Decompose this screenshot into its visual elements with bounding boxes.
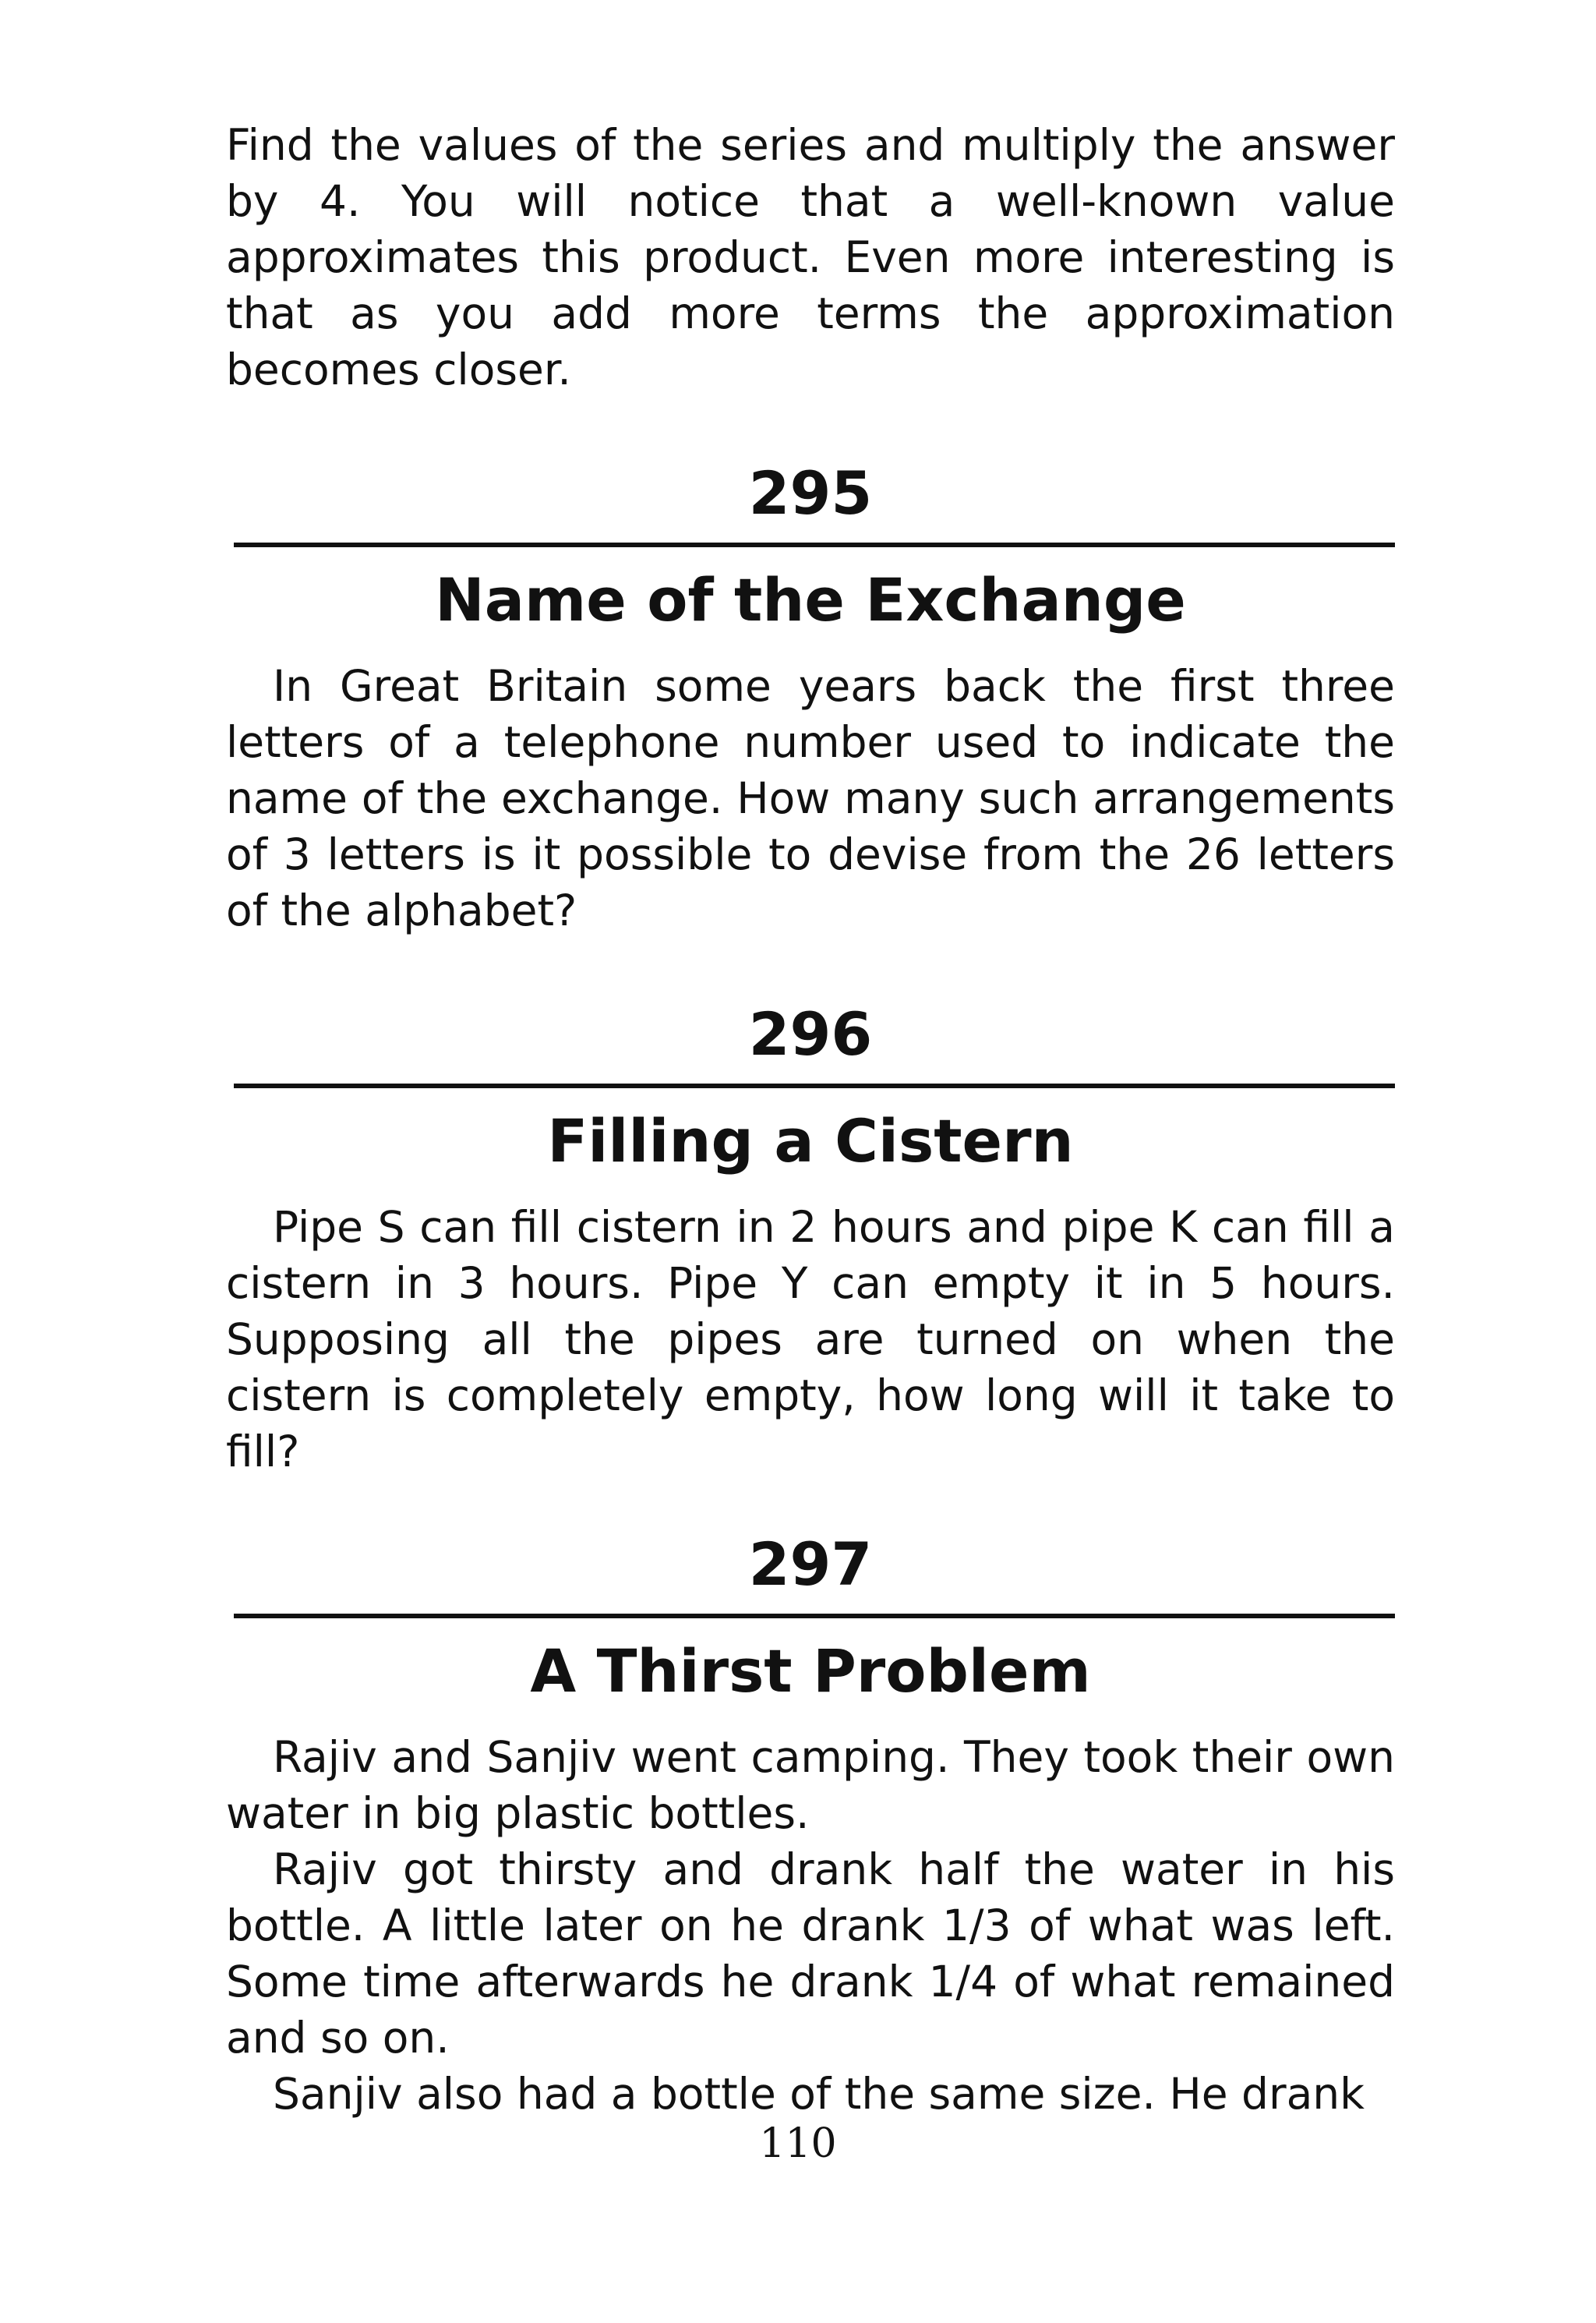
puzzle-number: 296 [748, 999, 873, 1069]
page-number: 110 [759, 2120, 837, 2167]
section-divider [234, 543, 1395, 547]
intro-paragraph: Find the values of the series and multiply the answer by 4. You will notice that a well-known value approximates this product. Even more interesting is that as you add more terms the approximation becomes closer. [226, 120, 1395, 394]
puzzle-number: 297 [748, 1529, 873, 1599]
page-content [226, 117, 1395, 2122]
puzzle-295 [226, 458, 1395, 939]
puzzle-paragraph: Rajiv and Sanjiv went camping. They took their own water in big plastic bottles. [226, 1732, 1395, 1838]
puzzle-paragraph: Rajiv got thirsty and drank half the water in his bottle. A little later on he drank 1/3 of what was left. Some time afterwards he drank 1/4 of what remained and so on. [226, 1844, 1395, 2063]
puzzle-number: 295 [748, 458, 873, 528]
puzzle-title: Filling a Cistern [547, 1106, 1074, 1176]
section-divider [234, 1084, 1395, 1088]
puzzle-paragraph: In Great Britain some years back the first three letters of a telephone number used to indicate the name of the exchange. How many such arrangements of 3 letters is it possible to devise from the 26 letters of the alphabet? [226, 661, 1395, 935]
puzzle-296 [226, 999, 1395, 1480]
puzzle-title: A Thirst Problem [530, 1636, 1091, 1706]
section-divider [234, 1614, 1395, 1618]
puzzle-paragraph: Sanjiv also had a bottle of the same size. He drank [273, 2069, 1365, 2119]
puzzle-297 [226, 1529, 1395, 2122]
puzzle-title: Name of the Exchange [435, 565, 1186, 635]
puzzle-paragraph: Pipe S can fill cistern in 2 hours and pipe K can fill a cistern in 3 hours. Pipe Y can empty it in 5 hours. Supposing all the pipes are turned on when the cistern is completely empty, how long will it take to fill? [226, 1202, 1395, 1476]
